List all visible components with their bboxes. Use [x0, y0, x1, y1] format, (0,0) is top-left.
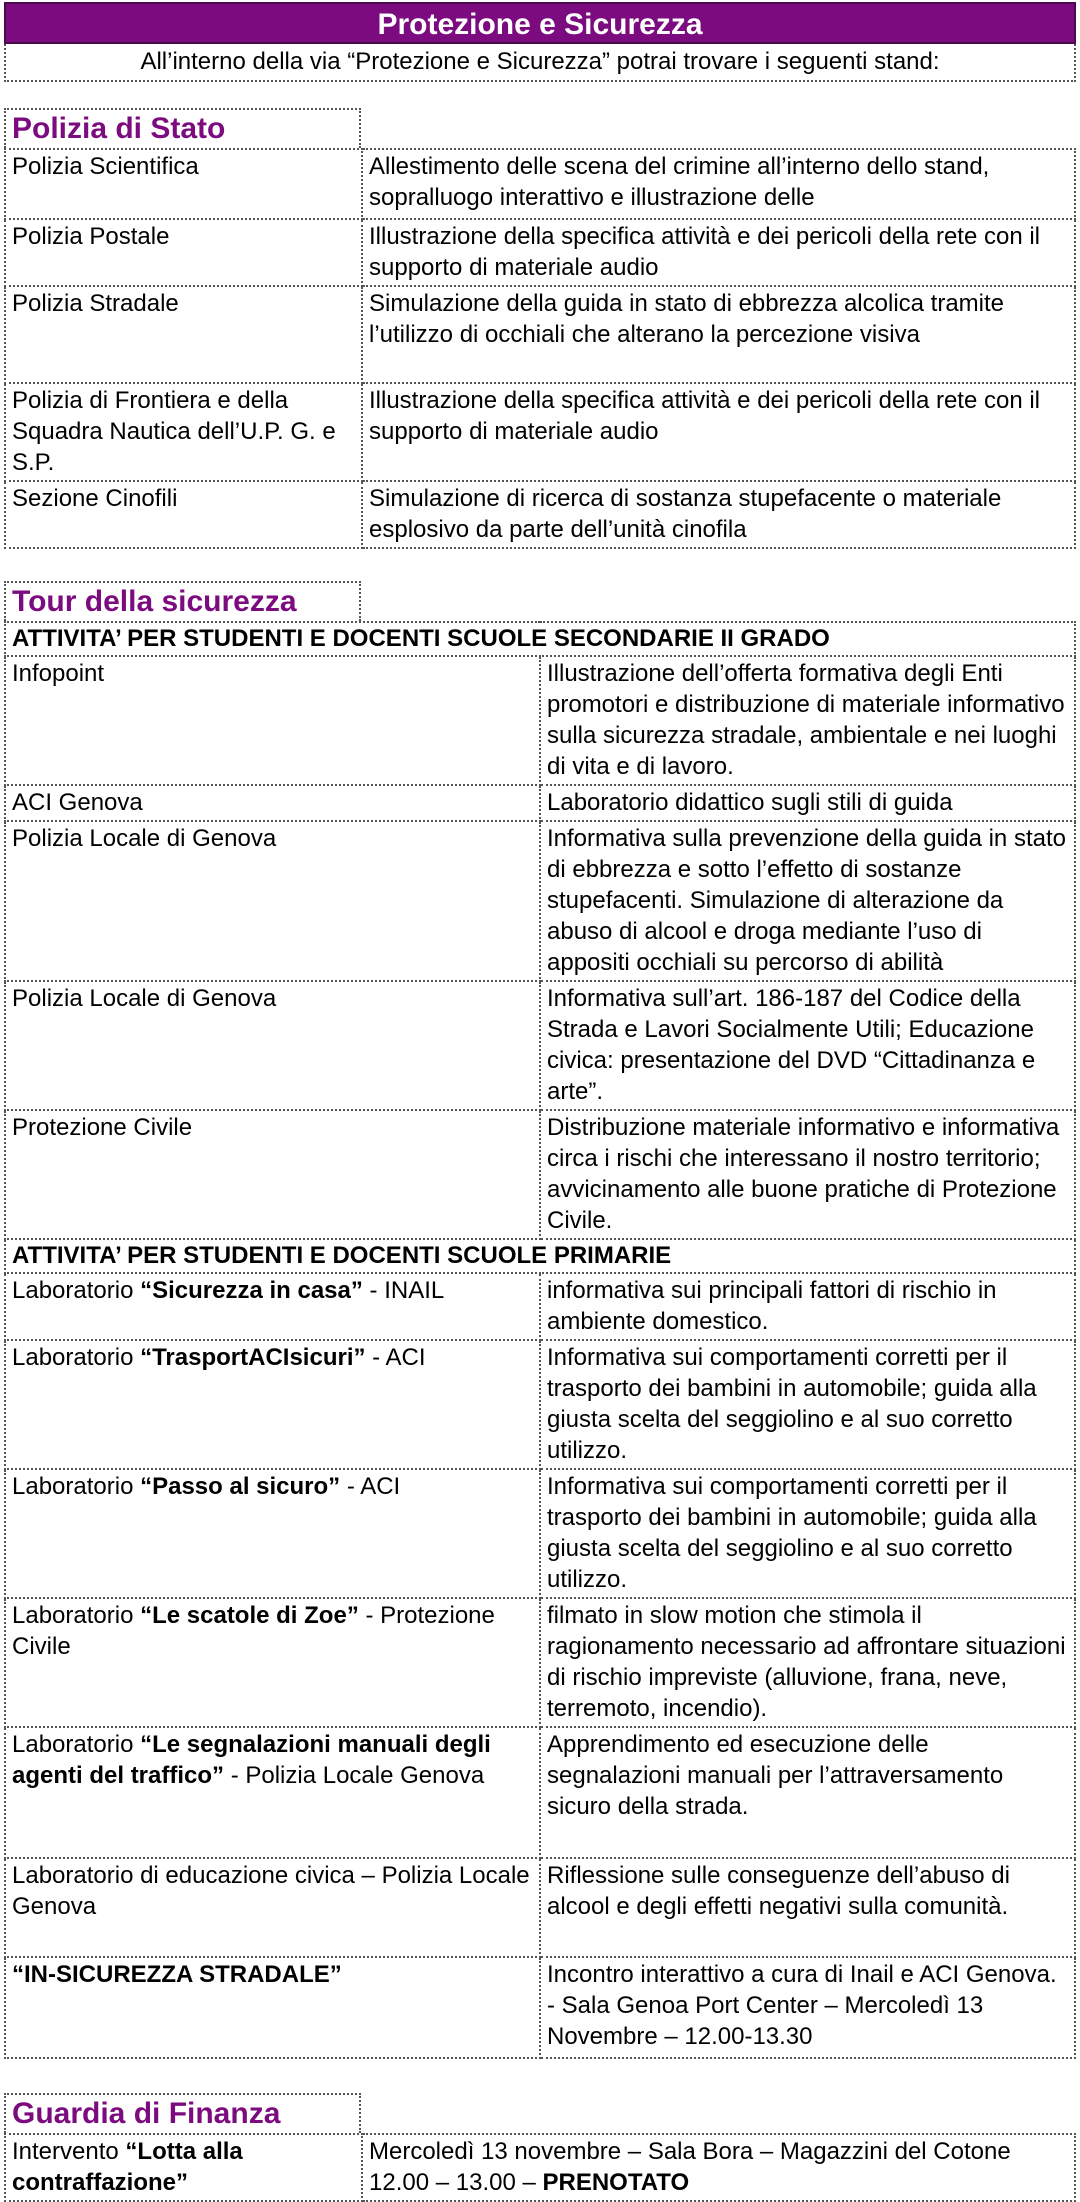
- stand-description: Informativa sulla prevenzione della guida in stato di ebbrezza e sotto l’effetto di sostanze stupefacenti. Simulazione di alterazione da abuso di alcool e droga mediante l’uso di appositi occhiali su percorso di abilità: [540, 821, 1075, 981]
- stand-name: Polizia di Frontiera e della Squadra Nautica dell’U.P. G. e S.P.: [5, 383, 362, 481]
- lab-name: [5, 1858, 540, 1957]
- lab-name-organizer: - INAIL: [362, 1277, 445, 1304]
- table-row: [5, 1340, 1075, 1469]
- table-row: [5, 2134, 1075, 2201]
- booking-status: PRENOTATO: [542, 2169, 690, 2196]
- lab-name-prefix: Laboratorio: [12, 1731, 141, 1758]
- table-header-row: [5, 1239, 1075, 1273]
- event-name-prefix: Intervento: [12, 2138, 126, 2165]
- lab-name-title: “TrasportACIsicuri”: [140, 1344, 366, 1371]
- stand-name: Protezione Civile: [5, 1110, 540, 1239]
- lab-description: Incontro interattivo a cura di Inail e ACI Genova. - Sala Genoa Port Center – Mercoledì 13 Novembre – 12.00-13.30: [540, 1957, 1075, 2058]
- table-row: [5, 1273, 1075, 1340]
- table-row: [5, 656, 1075, 785]
- lab-name-prefix: Laboratorio: [12, 1277, 141, 1304]
- lab-name-title: “Le scatole di Zoe”: [140, 1602, 359, 1629]
- table-row: [5, 1727, 1075, 1858]
- lab-description: informativa sui principali fattori di rischio in ambiente domestico.: [540, 1273, 1075, 1340]
- table-row: [5, 149, 1075, 219]
- lab-description: Informativa sui comportamenti corretti per il trasporto dei bambini in automobile; guida alla giusta scelta del seggiolino e al suo corretto utilizzo.: [540, 1469, 1075, 1598]
- lab-name-organizer: - ACI: [365, 1344, 426, 1371]
- table-row: [5, 383, 1075, 481]
- lab-description: Riflessione sulle conseguenze dell’abuso di alcool e degli effetti negativi sulla comunità.: [540, 1858, 1075, 1957]
- table-header-row: [5, 622, 1075, 656]
- table-row: [5, 481, 1075, 548]
- lab-name: [5, 1469, 540, 1598]
- lab-name: [5, 1340, 540, 1469]
- lab-name-title: “Le segnalazioni manuali degli agenti del traffico”: [12, 1731, 491, 1789]
- page-title: Protezione e Sicurezza: [4, 2, 1076, 44]
- primary-schools-header: ATTIVITA’ PER STUDENTI E DOCENTI SCUOLE PRIMARIE: [5, 1239, 1075, 1273]
- lab-name: [5, 1273, 540, 1340]
- lab-name-organizer: - Polizia Locale Genova: [224, 1762, 485, 1789]
- stand-description: Informativa sull’art. 186-187 del Codice della Strada e Lavori Socialmente Utili; Educazione civica: presentazione del DVD “Cittadinanza e arte”.: [540, 981, 1075, 1110]
- lab-name-organizer: - ACI: [340, 1473, 401, 1500]
- stand-description: Illustrazione della specifica attività e dei pericoli della rete con il supporto di materiale audio: [362, 383, 1075, 481]
- stand-description: Distribuzione materiale informativo e informativa circa i rischi che interessano il nostro territorio; avvicinamento alle buone pratiche di Protezione Civile.: [540, 1110, 1075, 1239]
- stand-name: Infopoint: [5, 656, 540, 785]
- lab-name-prefix: Laboratorio di educazione civica – Polizia Locale Genova: [12, 1862, 530, 1920]
- lab-name: [5, 1727, 540, 1858]
- lab-name: [5, 1598, 540, 1727]
- table-row: [5, 981, 1075, 1110]
- secondary-schools-header: ATTIVITA’ PER STUDENTI E DOCENTI SCUOLE SECONDARIE II GRADO: [5, 622, 1075, 656]
- table-row: [5, 286, 1075, 383]
- stand-name: Polizia Locale di Genova: [5, 821, 540, 981]
- lab-name-title: “IN-SICUREZZA STRADALE”: [12, 1961, 342, 1988]
- event-name-title: “Lotta alla contraffazione”: [12, 2138, 243, 2196]
- stand-name: Sezione Cinofili: [5, 481, 362, 548]
- event-details: Mercoledì 13 novembre – Sala Bora – Magazzini del Cotone 12.00 – 13.00 –: [369, 2138, 1011, 2196]
- table-row: [5, 1957, 1075, 2058]
- tour-table: [4, 621, 1076, 2059]
- table-row: [5, 219, 1075, 286]
- table-row: [5, 1598, 1075, 1727]
- stand-description: Laboratorio didattico sugli stili di guida: [540, 785, 1075, 821]
- event-name: [5, 2134, 362, 2201]
- stand-name: Polizia Locale di Genova: [5, 981, 540, 1110]
- section-title-gdf: Guardia di Finanza: [4, 2093, 361, 2133]
- event-description: [362, 2134, 1075, 2201]
- stand-description: Illustrazione della specifica attività e dei pericoli della rete con il supporto di materiale audio: [362, 219, 1075, 286]
- stand-name: Polizia Stradale: [5, 286, 362, 383]
- stand-description: Simulazione di ricerca di sostanza stupefacente o materiale esplosivo da parte dell’unità cinofila: [362, 481, 1075, 548]
- polizia-table: [4, 148, 1076, 549]
- lab-description: Apprendimento ed esecuzione delle segnalazioni manuali per l’attraversamento sicuro della strada.: [540, 1727, 1075, 1858]
- stand-description: Simulazione della guida in stato di ebbrezza alcolica tramite l’utilizzo di occhiali che alterano la percezione visiva: [362, 286, 1075, 383]
- gdf-table: [4, 2133, 1076, 2202]
- section-title-tour: Tour della sicurezza: [4, 581, 361, 621]
- lab-description: filmato in slow motion che stimola il ragionamento necessario ad affrontare situazioni di rischio impreviste (alluvione, frana, neve, terremoto, incendio).: [540, 1598, 1075, 1727]
- lab-name-title: “Passo al sicuro”: [140, 1473, 341, 1500]
- lab-name-title: “Sicurezza in casa”: [140, 1277, 363, 1304]
- stand-name: ACI Genova: [5, 785, 540, 821]
- section-title-polizia: Polizia di Stato: [4, 108, 361, 148]
- lab-name-prefix: Laboratorio: [12, 1602, 141, 1629]
- table-row: [5, 785, 1075, 821]
- table-row: [5, 1110, 1075, 1239]
- stand-name: Polizia Scientifica: [5, 149, 362, 219]
- intro-text: All’interno della via “Protezione e Sicurezza” potrai trovare i seguenti stand:: [4, 44, 1076, 82]
- document-page: [4, 2, 1076, 2202]
- stand-description: Allestimento delle scena del crimine all’interno dello stand, sopralluogo interattivo e illustrazione delle: [362, 149, 1075, 219]
- table-row: [5, 1469, 1075, 1598]
- lab-name-prefix: Laboratorio: [12, 1473, 141, 1500]
- lab-name-prefix: Laboratorio: [12, 1344, 141, 1371]
- lab-name: [5, 1957, 540, 2058]
- table-row: [5, 1858, 1075, 1957]
- lab-name-organizer: - Protezione Civile: [12, 1602, 495, 1660]
- lab-description: Informativa sui comportamenti corretti per il trasporto dei bambini in automobile; guida alla giusta scelta del seggiolino e al suo corretto utilizzo.: [540, 1340, 1075, 1469]
- table-row: [5, 821, 1075, 981]
- stand-name: Polizia Postale: [5, 219, 362, 286]
- stand-description: Illustrazione dell’offerta formativa degli Enti promotori e distribuzione di materiale informativo sulla sicurezza stradale, ambientale e nei luoghi di vita e di lavoro.: [540, 656, 1075, 785]
